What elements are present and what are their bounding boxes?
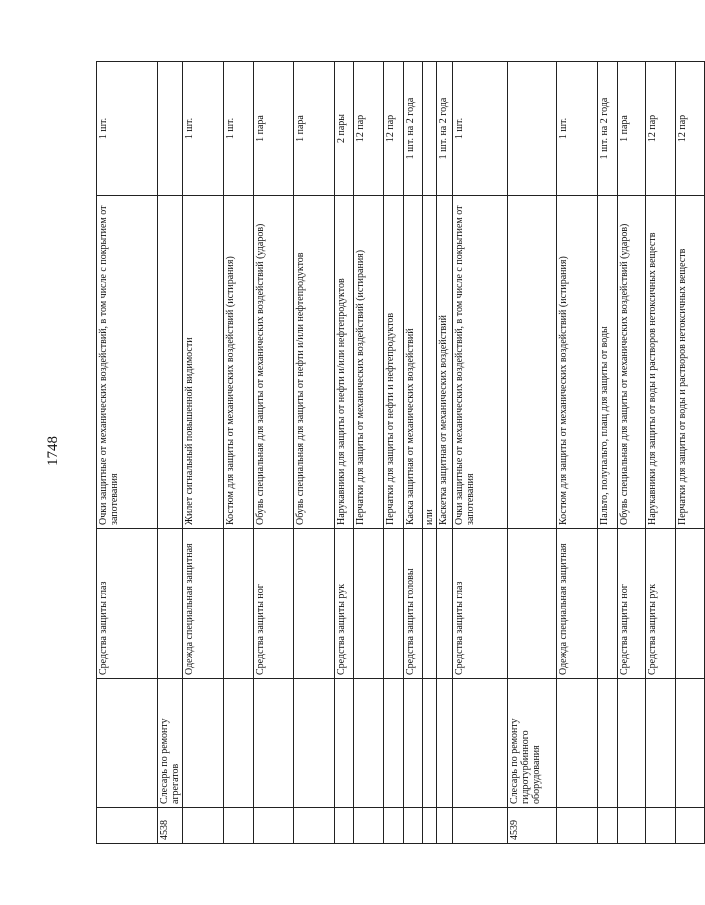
cell-item: Очки защитные от механических воздействий, в том числе с покрытием от запотевания — [453, 196, 508, 529]
table-row — [384, 62, 404, 844]
table-row — [676, 62, 705, 844]
cell-item: Пальто, полупальто, плащ для защиты от воды — [598, 196, 618, 529]
cell-category: Средства защиты головы — [404, 529, 423, 679]
cell-quantity — [158, 62, 183, 196]
cell-quantity: 1 шт. — [183, 62, 224, 196]
cell-profession: Слесарь по ремонту агрегатов — [158, 679, 183, 808]
cell-item: Перчатки для защиты от механических воздействий (истирания) — [354, 196, 384, 529]
cell-category: Одежда специальная защитная — [557, 529, 598, 679]
cell-category: Средства защиты ног — [618, 529, 646, 679]
cell-number — [97, 808, 158, 844]
table-row — [423, 62, 437, 844]
cell-profession — [294, 679, 335, 808]
cell-profession — [676, 679, 705, 808]
cell-item: Каскетка защитная от механических воздействий — [437, 196, 453, 529]
table-row — [354, 62, 384, 844]
cell-profession — [404, 679, 423, 808]
cell-number — [335, 808, 354, 844]
cell-profession — [254, 679, 294, 808]
cell-item: Каска защитная от механических воздействий — [404, 196, 423, 529]
cell-item: Перчатки для защиты от нефти и нефтепродуктов — [384, 196, 404, 529]
cell-item: Нарукавники для защиты от воды и растворов нетоксичных веществ — [646, 196, 676, 529]
cell-profession — [646, 679, 676, 808]
cell-number — [224, 808, 254, 844]
cell-category — [423, 529, 437, 679]
cell-number — [404, 808, 423, 844]
cell-quantity: 12 пар — [676, 62, 705, 196]
cell-category: Средства защиты глаз — [97, 529, 158, 679]
cell-item: Обувь специальная для защиты от механических воздействий (ударов) — [618, 196, 646, 529]
cell-category: Средства защиты ног — [254, 529, 294, 679]
table-row — [158, 62, 183, 844]
table-row — [646, 62, 676, 844]
cell-category — [294, 529, 335, 679]
cell-quantity: 12 пар — [384, 62, 404, 196]
cell-category — [508, 529, 557, 679]
table-row — [254, 62, 294, 844]
cell-number — [254, 808, 294, 844]
cell-quantity: 1 пара — [294, 62, 335, 196]
table-row — [598, 62, 618, 844]
cell-profession — [618, 679, 646, 808]
cell-number — [354, 808, 384, 844]
cell-number — [453, 808, 508, 844]
cell-category — [598, 529, 618, 679]
cell-quantity — [508, 62, 557, 196]
cell-category: Средства защиты глаз — [453, 529, 508, 679]
cell-profession — [437, 679, 453, 808]
cell-number — [598, 808, 618, 844]
table-row — [557, 62, 598, 844]
cell-category — [354, 529, 384, 679]
cell-number — [646, 808, 676, 844]
table-row — [294, 62, 335, 844]
cell-category — [158, 529, 183, 679]
cell-number — [437, 808, 453, 844]
cell-quantity: 1 шт. — [224, 62, 254, 196]
cell-profession — [453, 679, 508, 808]
cell-profession: Слесарь по ремонту гидротурбинного оборудования — [508, 679, 557, 808]
cell-number — [676, 808, 705, 844]
table-row — [437, 62, 453, 844]
cell-profession — [224, 679, 254, 808]
cell-quantity: 12 пар — [646, 62, 676, 196]
cell-quantity: 1 шт. — [97, 62, 158, 196]
cell-quantity: 1 пара — [618, 62, 646, 196]
table-row — [404, 62, 423, 844]
table-body — [97, 62, 705, 844]
table-row — [224, 62, 254, 844]
cell-quantity: 1 шт. на 2 года — [437, 62, 453, 196]
cell-number — [557, 808, 598, 844]
cell-profession — [335, 679, 354, 808]
cell-number: 4539 — [508, 808, 557, 844]
cell-category — [676, 529, 705, 679]
cell-category — [437, 529, 453, 679]
cell-item: Костюм для защиты от механических воздействий (истирания) — [224, 196, 254, 529]
table-row — [453, 62, 508, 844]
table-row — [335, 62, 354, 844]
cell-profession — [557, 679, 598, 808]
cell-item — [158, 196, 183, 529]
cell-category — [384, 529, 404, 679]
cell-quantity: 12 пар — [354, 62, 384, 196]
cell-category: Средства защиты рук — [646, 529, 676, 679]
cell-number — [423, 808, 437, 844]
table-row — [97, 62, 158, 844]
cell-number — [384, 808, 404, 844]
cell-quantity: 1 шт. — [453, 62, 508, 196]
cell-quantity: 1 шт. — [557, 62, 598, 196]
cell-number — [183, 808, 224, 844]
cell-category: Одежда специальная защитная — [183, 529, 224, 679]
cell-profession — [97, 679, 158, 808]
cell-quantity: 1 шт. на 2 года — [598, 62, 618, 196]
cell-quantity: 2 пары — [335, 62, 354, 196]
table-row — [183, 62, 224, 844]
page-number: 1748 — [45, 436, 61, 466]
cell-item: Жилет сигнальный повышенной видимости — [183, 196, 224, 529]
cell-quantity: 1 пара — [254, 62, 294, 196]
table-row — [618, 62, 646, 844]
cell-item: Обувь специальная для защиты от механических воздействий (ударов) — [254, 196, 294, 529]
cell-quantity — [423, 62, 437, 196]
cell-item: Перчатки для защиты от воды и растворов нетоксичных веществ — [676, 196, 705, 529]
cell-item: Костюм для защиты от механических воздействий (истирания) — [557, 196, 598, 529]
cell-category: Средства защиты рук — [335, 529, 354, 679]
cell-number — [618, 808, 646, 844]
ppe-norms-table — [96, 61, 705, 844]
cell-profession — [423, 679, 437, 808]
cell-number: 4538 — [158, 808, 183, 844]
cell-profession — [354, 679, 384, 808]
cell-item: или — [423, 196, 437, 529]
cell-profession — [183, 679, 224, 808]
cell-profession — [384, 679, 404, 808]
rotated-table-container — [96, 62, 688, 844]
cell-quantity: 1 шт. на 2 года — [404, 62, 423, 196]
cell-number — [294, 808, 335, 844]
table-row — [508, 62, 557, 844]
cell-item — [508, 196, 557, 529]
cell-item: Очки защитные от механических воздействий, в том числе с покрытием от запотевания — [97, 196, 158, 529]
cell-profession — [598, 679, 618, 808]
cell-item: Нарукавники для защиты от нефти и/или нефтепродуктов — [335, 196, 354, 529]
rotated-table-frame — [96, 62, 688, 844]
cell-category — [224, 529, 254, 679]
cell-item: Обувь специальная для защиты от нефти и/или нефтепродуктов — [294, 196, 335, 529]
